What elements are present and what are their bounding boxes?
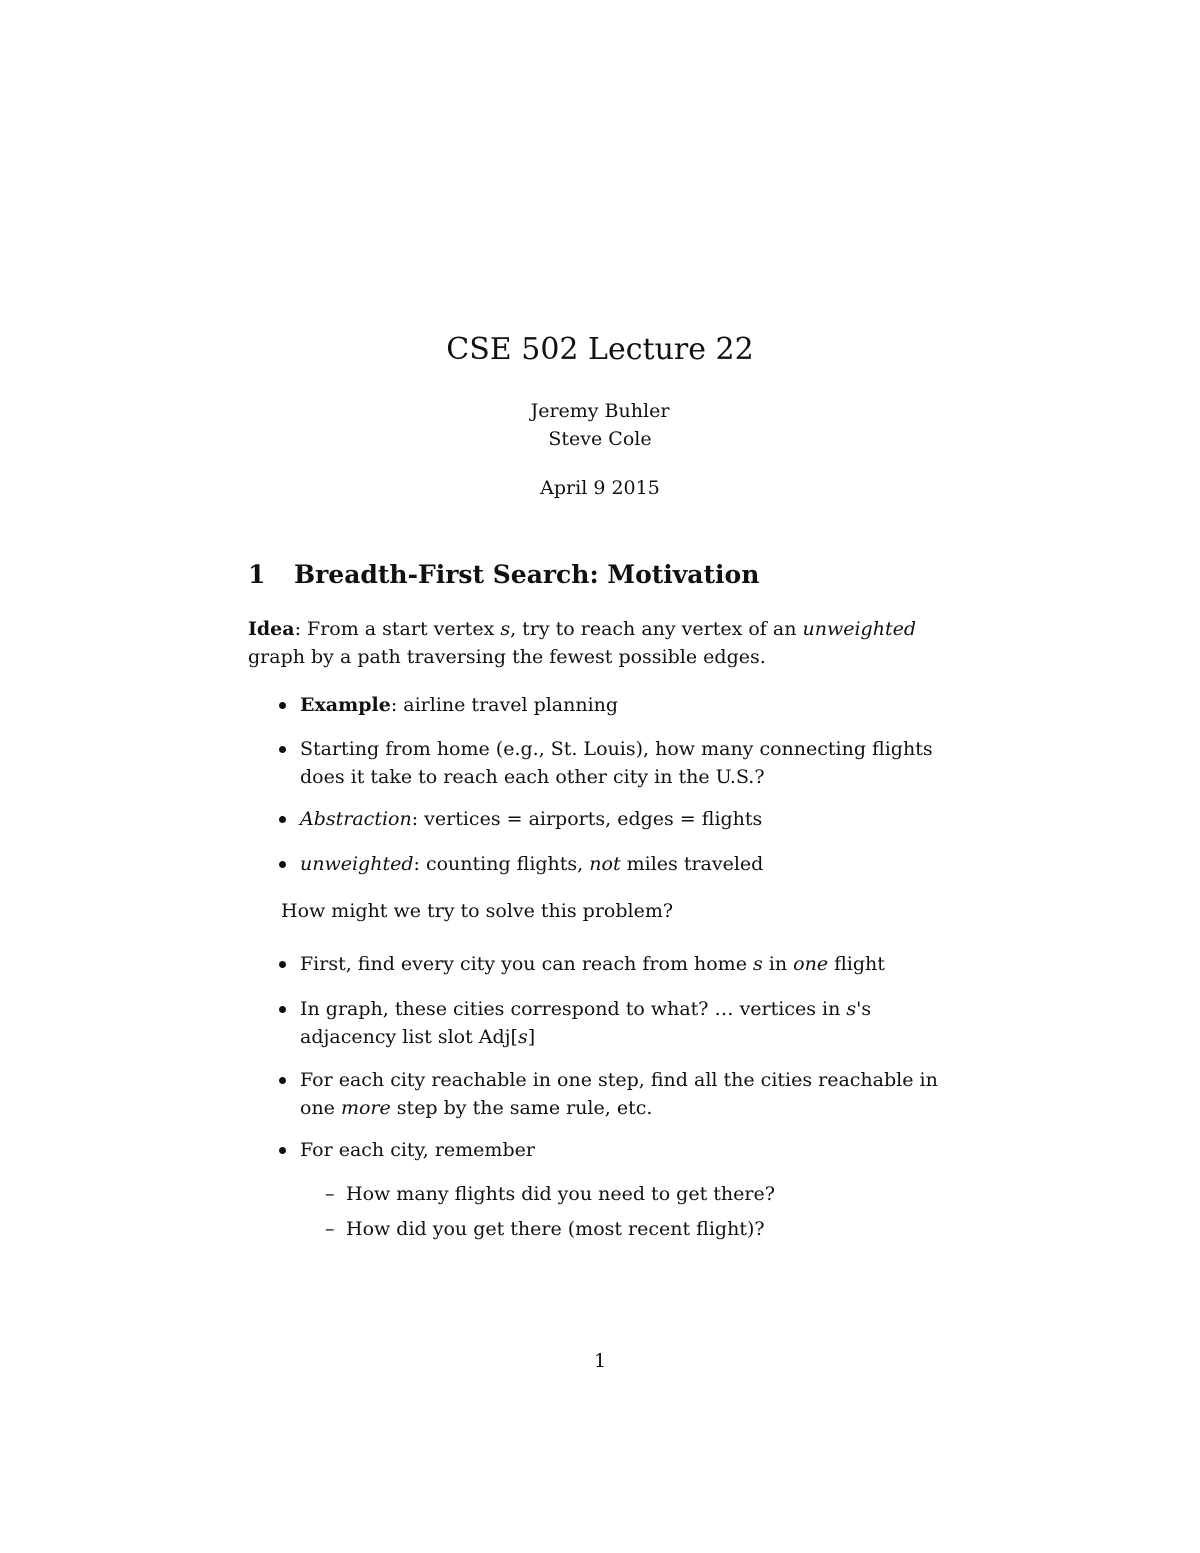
emphasis: not: [589, 853, 621, 875]
bullet-icon: [279, 1077, 286, 1084]
item-text: step by the same rule, etc.: [390, 1097, 653, 1119]
question-text: How might we try to solve this problem?: [281, 900, 674, 922]
sub-list-item: [325, 1215, 966, 1243]
bullet-icon: [279, 702, 286, 709]
list-item: [300, 950, 960, 978]
item-text: In graph, these cities correspond to what? … vertices in: [300, 998, 847, 1020]
item-text: in: [762, 953, 794, 975]
bullet-icon: [279, 861, 286, 868]
bullet-icon: [279, 746, 286, 753]
math-var: s: [752, 953, 763, 975]
idea-text: graph by a path traversing the fewest possible edges.: [248, 646, 766, 668]
item-text: How did you get there (most recent flight)?: [346, 1218, 765, 1240]
math-var: s: [517, 1026, 528, 1048]
bullet-icon: [279, 1147, 286, 1154]
section-heading: [248, 560, 759, 589]
item-text: For each city reachable in one step, find all the cities reachable in one: [300, 1069, 938, 1119]
item-text: : counting flights,: [413, 853, 590, 875]
math-var: s: [846, 998, 857, 1020]
emphasis: unweighted: [802, 618, 916, 640]
item-label: Abstraction: [300, 808, 412, 830]
dash-icon: –: [325, 1183, 335, 1205]
document-title: CSE 502 Lecture 22: [446, 332, 754, 367]
item-text: Starting from home (e.g., St. Louis), how many connecting flights does it take to reach each other city in the U.S.?: [300, 738, 933, 788]
section-title: Breadth-First Search: Motivation: [294, 560, 760, 589]
list-item: [300, 805, 960, 833]
document-date: April 9 2015: [540, 477, 660, 499]
item-text: For each city, remember: [300, 1139, 535, 1161]
author-name: Steve Cole: [548, 428, 652, 450]
idea-text: , try to reach any vertex of an: [510, 618, 803, 640]
author-name: Jeremy Buhler: [530, 400, 670, 422]
page-number: 1: [593, 1350, 607, 1372]
emphasis: more: [340, 1097, 391, 1119]
item-text: : vertices = airports, edges = flights: [411, 808, 763, 830]
list-item: [300, 1066, 960, 1122]
idea-paragraph: [248, 615, 958, 671]
sub-list-item: [325, 1180, 966, 1208]
list-item: [300, 1136, 960, 1164]
bullet-icon: [279, 961, 286, 968]
item-text: How many flights did you need to get there?: [346, 1183, 775, 1205]
bullet-icon: [279, 816, 286, 823]
item-text: flight: [828, 953, 885, 975]
list-item: [300, 691, 960, 719]
idea-text: : From a start vertex: [294, 618, 501, 640]
list-item: [300, 735, 960, 791]
item-text: First, find every city you can reach from home: [300, 953, 753, 975]
item-text: 's adjacency list slot Adj[: [300, 998, 872, 1048]
item-label: unweighted: [300, 853, 414, 875]
item-text: ]: [527, 1026, 536, 1048]
bullet-icon: [279, 1006, 286, 1013]
dash-icon: –: [325, 1218, 335, 1240]
idea-label: Idea: [248, 618, 295, 640]
emphasis: one: [793, 953, 829, 975]
item-label: Example: [300, 694, 391, 716]
item-text: : airline travel planning: [390, 694, 619, 716]
list-item: [300, 995, 960, 1051]
item-text: miles traveled: [620, 853, 764, 875]
math-var: s: [500, 618, 511, 640]
list-item: [300, 850, 960, 878]
section-number: 1: [248, 560, 266, 589]
